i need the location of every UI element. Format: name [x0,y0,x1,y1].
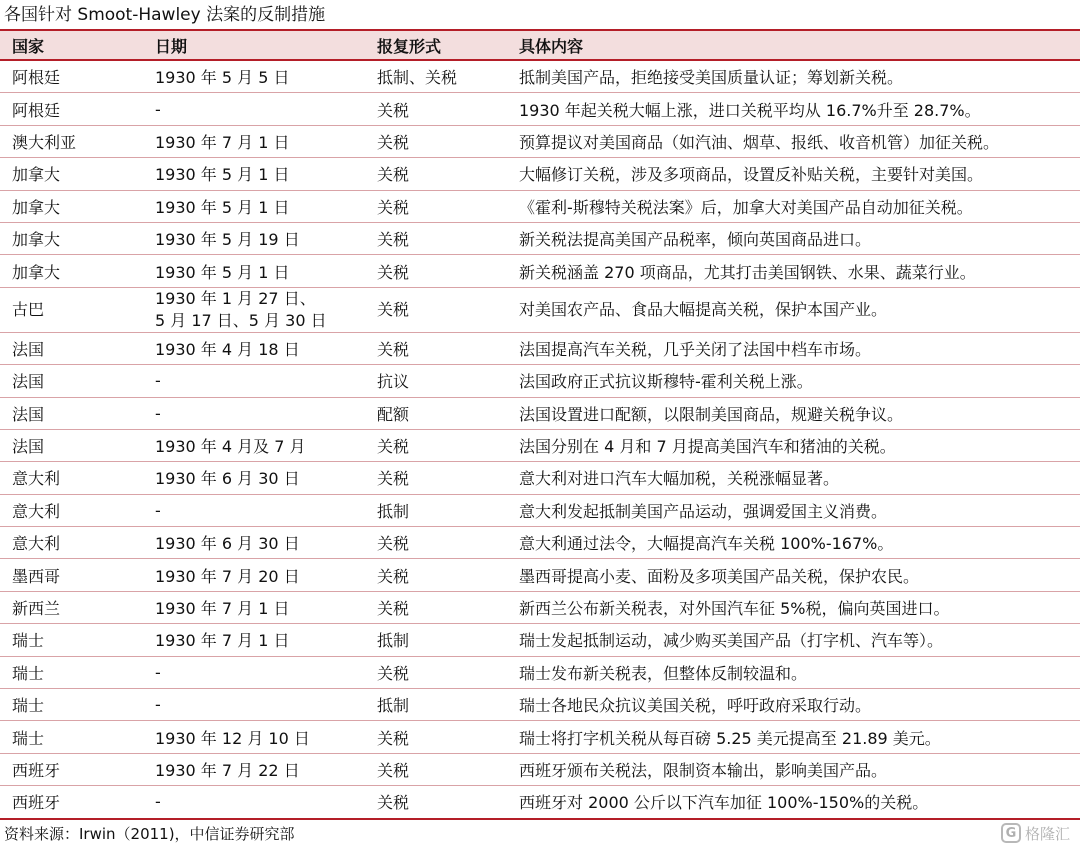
table-row [0,462,1080,494]
cell-details: 法国设置进口配额，以限制美国商品，规避关税争议。 [507,397,1080,429]
gelonghui-logo-icon: G [1001,823,1021,843]
cell-details: 西班牙对 2000 公斤以下汽车加征 100%-150%的关税。 [507,786,1080,819]
cell-date: 1930 年 7 月 1 日 [143,591,365,623]
cell-date: 1930 年 4 月 18 日 [143,332,365,364]
cell-retaliation-form: 抗议 [365,365,507,397]
cell-details: 大幅修订关税，涉及多项商品，设置反补贴关税，主要针对美国。 [507,158,1080,190]
table-row [0,656,1080,688]
cell-country: 法国 [0,365,143,397]
table-row [0,365,1080,397]
cell-date: - [143,786,365,819]
watermark-logo [1001,820,1070,846]
cell-details: 法国政府正式抗议斯穆特-霍利关税上涨。 [507,365,1080,397]
cell-date: 1930 年 7 月 20 日 [143,559,365,591]
cell-date: 1930 年 5 月 1 日 [143,255,365,287]
cell-details: 新关税法提高美国产品税率，倾向英国商品进口。 [507,222,1080,254]
table-row [0,158,1080,190]
table-row [0,222,1080,254]
cell-country: 法国 [0,332,143,364]
cell-details: 新关税涵盖 270 项商品，尤其打击美国钢铁、水果、蔬菜行业。 [507,255,1080,287]
cell-country: 古巴 [0,287,143,332]
countermeasures-table [0,29,1080,820]
cell-retaliation-form: 配额 [365,397,507,429]
cell-date: 1930 年 6 月 30 日 [143,527,365,559]
table-row [0,93,1080,125]
cell-details: 法国分别在 4 月和 7 月提高美国汽车和猪油的关税。 [507,429,1080,461]
cell-date: - [143,397,365,429]
cell-country: 西班牙 [0,786,143,819]
cell-retaliation-form: 关税 [365,559,507,591]
table-row [0,591,1080,623]
cell-details: 西班牙颁布关税法，限制资本输出，影响美国产品。 [507,753,1080,785]
table-row [0,332,1080,364]
cell-date: 1930 年 12 月 10 日 [143,721,365,753]
cell-date: 1930 年 5 月 19 日 [143,222,365,254]
cell-country: 新西兰 [0,591,143,623]
cell-retaliation-form: 关税 [365,125,507,157]
cell-date: 1930 年 7 月 1 日 [143,624,365,656]
table-row [0,689,1080,721]
table-body [0,60,1080,819]
cell-date: 1930 年 1 月 27 日、 5 月 17 日、5 月 30 日 [143,287,365,332]
cell-date: - [143,365,365,397]
cell-date: - [143,689,365,721]
cell-details: 对美国农产品、食品大幅提高关税，保护本国产业。 [507,287,1080,332]
cell-details: 意大利发起抵制美国产品运动，强调爱国主义消费。 [507,494,1080,526]
cell-details: 瑞士发布新关税表，但整体反制较温和。 [507,656,1080,688]
cell-details: 瑞士发起抵制运动，减少购买美国产品（打字机、汽车等）。 [507,624,1080,656]
table-row [0,287,1080,332]
cell-date: 1930 年 7 月 22 日 [143,753,365,785]
cell-date: 1930 年 6 月 30 日 [143,462,365,494]
cell-retaliation-form: 关税 [365,753,507,785]
cell-retaliation-form: 抵制 [365,494,507,526]
cell-date: 1930 年 5 月 1 日 [143,158,365,190]
cell-retaliation-form: 关税 [365,93,507,125]
header-date: 日期 [143,30,365,60]
table-row [0,397,1080,429]
cell-retaliation-form: 关税 [365,656,507,688]
cell-date: 1930 年 5 月 5 日 [143,60,365,93]
cell-retaliation-form: 关税 [365,158,507,190]
cell-country: 瑞士 [0,656,143,688]
table-row [0,786,1080,819]
cell-date: 1930 年 7 月 1 日 [143,125,365,157]
cell-country: 意大利 [0,494,143,526]
cell-retaliation-form: 关税 [365,222,507,254]
cell-retaliation-form: 关税 [365,332,507,364]
cell-details: 1930 年起关税大幅上涨，进口关税平均从 16.7%升至 28.7%。 [507,93,1080,125]
cell-country: 瑞士 [0,721,143,753]
cell-details: 意大利通过法令，大幅提高汽车关税 100%-167%。 [507,527,1080,559]
cell-country: 西班牙 [0,753,143,785]
table-row [0,559,1080,591]
table-title: 各国针对 Smoot-Hawley 法案的反制措施 [4,5,326,25]
cell-retaliation-form: 抵制 [365,689,507,721]
watermark-text: 格隆汇 [1024,824,1070,843]
table-row [0,60,1080,93]
table-row [0,429,1080,461]
source-note: 资料来源：Irwin（2011)，中信证券研究部 [4,825,295,843]
header-retaliation-form: 报复形式 [365,30,507,60]
header-row [0,30,1080,60]
cell-details: 新西兰公布新关税表，对外国汽车征 5%税，偏向英国进口。 [507,591,1080,623]
cell-country: 瑞士 [0,689,143,721]
cell-retaliation-form: 关税 [365,462,507,494]
cell-retaliation-form: 抵制、关税 [365,60,507,93]
table-row [0,624,1080,656]
cell-details: 瑞士各地民众抗议美国关税，呼吁政府采取行动。 [507,689,1080,721]
header-country: 国家 [0,30,143,60]
table-row [0,721,1080,753]
cell-retaliation-form: 关税 [365,591,507,623]
header-details: 具体内容 [507,30,1080,60]
cell-date: - [143,93,365,125]
table-row [0,527,1080,559]
cell-country: 意大利 [0,527,143,559]
cell-country: 澳大利亚 [0,125,143,157]
cell-retaliation-form: 抵制 [365,624,507,656]
cell-date: - [143,656,365,688]
cell-country: 意大利 [0,462,143,494]
cell-details: 法国提高汽车关税，几乎关闭了法国中档车市场。 [507,332,1080,364]
cell-date: - [143,494,365,526]
cell-retaliation-form: 关税 [365,255,507,287]
table-row [0,190,1080,222]
cell-date: 1930 年 5 月 1 日 [143,190,365,222]
cell-retaliation-form: 关税 [365,527,507,559]
cell-retaliation-form: 关税 [365,287,507,332]
cell-details: 瑞士将打字机关税从每百磅 5.25 美元提高至 21.89 美元。 [507,721,1080,753]
cell-details: 抵制美国产品，拒绝接受美国质量认证；筹划新关税。 [507,60,1080,93]
cell-retaliation-form: 关税 [365,429,507,461]
cell-retaliation-form: 关税 [365,721,507,753]
table-row [0,255,1080,287]
cell-retaliation-form: 关税 [365,190,507,222]
table-row [0,753,1080,785]
cell-country: 阿根廷 [0,60,143,93]
cell-retaliation-form: 关税 [365,786,507,819]
cell-details: 预算提议对美国商品（如汽油、烟草、报纸、收音机管）加征关税。 [507,125,1080,157]
cell-country: 墨西哥 [0,559,143,591]
cell-details: 《霍利-斯穆特关税法案》后，加拿大对美国产品自动加征关税。 [507,190,1080,222]
cell-country: 加拿大 [0,158,143,190]
table-row [0,125,1080,157]
cell-country: 加拿大 [0,190,143,222]
cell-country: 阿根廷 [0,93,143,125]
cell-country: 法国 [0,429,143,461]
cell-country: 加拿大 [0,255,143,287]
cell-details: 意大利对进口汽车大幅加税，关税涨幅显著。 [507,462,1080,494]
cell-country: 瑞士 [0,624,143,656]
cell-date: 1930 年 4 月及 7 月 [143,429,365,461]
cell-details: 墨西哥提高小麦、面粉及多项美国产品关税，保护农民。 [507,559,1080,591]
table-row [0,494,1080,526]
cell-country: 加拿大 [0,222,143,254]
cell-country: 法国 [0,397,143,429]
